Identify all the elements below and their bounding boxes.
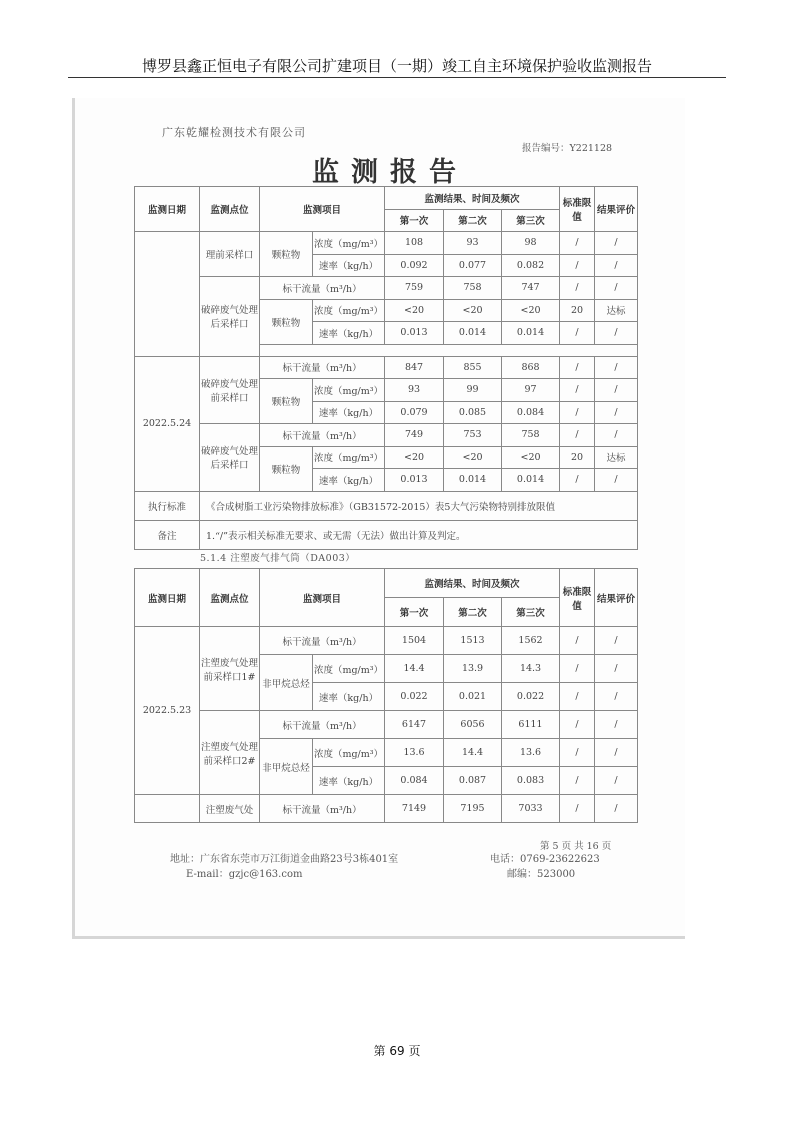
value-cell: 747 [502,277,560,300]
document-header-title: 博罗县鑫正恒电子有限公司扩建项目（一期）竣工自主环境保护验收监测报告 [141,57,652,75]
value-cell: 6147 [385,711,444,739]
limit-cell: / [560,655,595,683]
param-cell: 浓度（mg/m³） [313,446,385,469]
value-cell: 7033 [502,795,560,823]
limit-cell: / [560,277,595,300]
col-first: 第一次 [385,598,444,627]
company-name: 广东乾耀检测技术有限公司 [162,126,306,139]
value-cell: 0.022 [385,683,444,711]
eval-cell: / [595,322,638,345]
col-limit: 标准限值 [560,187,595,232]
eval-cell: / [595,277,638,300]
table-row [135,424,638,447]
param-cell: 标干流量（m³/h） [260,711,385,739]
value-cell: 14.4 [444,739,502,767]
value-cell: 13.6 [502,739,560,767]
value-cell: <20 [385,446,444,469]
value-cell: 1513 [444,627,502,655]
value-cell: 0.079 [385,401,444,424]
company-address: 地址：广东省东莞市万江街道金曲路23号3栋401室 [170,854,399,865]
value-cell: <20 [385,299,444,322]
standard-text: 《合成树脂工业污染物排放标准》（GB31572-2015）表5大气污染物特别排放限值 [200,491,638,520]
value-cell: 13.6 [385,739,444,767]
col-third: 第三次 [502,209,560,232]
value-cell: 759 [385,277,444,300]
eval-cell: / [595,683,638,711]
eval-cell: / [595,232,638,255]
param-cell: 标干流量（m³/h） [260,356,385,379]
limit-cell: / [560,232,595,255]
param-cell: 速率（kg/h） [313,322,385,345]
value-cell: 6111 [502,711,560,739]
col-limit: 标准限值 [560,569,595,627]
col-item: 监测项目 [260,187,385,232]
report-number: 报告编号：Y221128 [522,143,613,154]
value-cell: 0.014 [502,322,560,345]
date-cell: 2022.5.23 [135,627,200,795]
table-row [135,232,638,255]
limit-cell: / [560,767,595,795]
value-cell: 98 [502,232,560,255]
eval-cell: / [595,356,638,379]
limit-cell: / [560,627,595,655]
point-cell: 破碎废气处理后采样口 [200,277,260,357]
value-cell: 0.084 [502,401,560,424]
value-cell: 847 [385,356,444,379]
point-cell: 理前采样口 [200,232,260,277]
col-results: 监测结果、时间及频次 [385,187,560,210]
col-item: 监测项目 [260,569,385,627]
value-cell: 1562 [502,627,560,655]
value-cell: 6056 [444,711,502,739]
company-postcode: 邮编：523000 [507,869,576,880]
param-cell: 标干流量（m³/h） [260,424,385,447]
eval-cell: / [595,401,638,424]
value-cell: 0.014 [444,322,502,345]
value-cell: 753 [444,424,502,447]
eval-cell: / [595,254,638,277]
col-eval: 结果评价 [595,187,638,232]
value-cell: 868 [502,356,560,379]
param-cell: 浓度（mg/m³） [313,379,385,402]
param-cell: 速率（kg/h） [313,254,385,277]
param-cell: 标干流量（m³/h） [260,277,385,300]
param-cell: 浓度（mg/m³） [313,299,385,322]
value-cell: 758 [444,277,502,300]
eval-cell: / [595,655,638,683]
note-row [135,520,638,549]
value-cell: 0.082 [502,254,560,277]
point-cell: 破碎废气处理前采样口 [200,356,260,424]
col-point: 监测点位 [200,187,260,232]
value-cell: <20 [444,299,502,322]
param-cell: 速率（kg/h） [313,469,385,492]
date-cell: 2022.5.24 [135,356,200,491]
value-cell: 99 [444,379,502,402]
value-cell: 93 [444,232,502,255]
standard-label: 执行标准 [135,491,200,520]
limit-cell: 20 [560,446,595,469]
company-phone: 电话：0769-23622623 [490,854,600,865]
value-cell: <20 [444,446,502,469]
value-cell: 0.013 [385,469,444,492]
param-cell: 浓度（mg/m³） [313,739,385,767]
col-date: 监测日期 [135,187,200,232]
param-cell: 速率（kg/h） [313,767,385,795]
eval-cell: 达标 [595,446,638,469]
standard-row [135,491,638,520]
value-cell: 0.021 [444,683,502,711]
param-cell: 浓度（mg/m³） [313,655,385,683]
report-title: 监测报告 [312,157,468,188]
limit-cell: / [560,322,595,345]
value-cell: 0.083 [502,767,560,795]
point-cell: 注塑废气处 [200,795,260,823]
value-cell: 0.084 [385,767,444,795]
date-cell [135,232,200,357]
value-cell: <20 [502,446,560,469]
col-point: 监测点位 [200,569,260,627]
param-cell: 浓度（mg/m³） [313,232,385,255]
limit-cell: / [560,469,595,492]
pollutant-cell: 颗粒物 [260,379,313,424]
point-cell: 注塑废气处理前采样口1# [200,627,260,711]
value-cell: 97 [502,379,560,402]
col-first: 第一次 [385,209,444,232]
pollutant-cell: 非甲烷总烃 [260,739,313,795]
limit-cell: / [560,356,595,379]
col-eval: 结果评价 [595,569,638,627]
eval-cell: / [595,627,638,655]
value-cell: 0.092 [385,254,444,277]
eval-cell: / [595,424,638,447]
value-cell: 0.085 [444,401,502,424]
pollutant-cell: 颗粒物 [260,299,313,344]
monitoring-table-1 [134,186,638,550]
value-cell: 0.013 [385,322,444,345]
eval-cell: / [595,379,638,402]
document-page-number: 第 69 页 [373,1044,421,1058]
value-cell: 0.014 [444,469,502,492]
value-cell: 7149 [385,795,444,823]
limit-cell: / [560,683,595,711]
limit-cell: / [560,379,595,402]
scan-page-count: 第 5 页 共 16 页 [540,841,612,852]
note-label: 备注 [135,520,200,549]
table-row [135,277,638,300]
point-cell: 注塑废气处理前采样口2# [200,711,260,795]
limit-cell: / [560,401,595,424]
eval-cell: / [595,739,638,767]
table-row [135,795,638,823]
limit-cell: / [560,254,595,277]
note-text: 1.“/”表示相关标准无要求、或无需（无法）做出计算及判定。 [200,520,638,549]
value-cell: 93 [385,379,444,402]
monitoring-table-2 [134,568,638,823]
param-cell: 速率（kg/h） [313,401,385,424]
param-cell: 速率（kg/h） [313,683,385,711]
eval-cell: / [595,795,638,823]
col-results: 监测结果、时间及频次 [385,569,560,598]
pollutant-cell: 非甲烷总烃 [260,655,313,711]
table-row [135,627,638,655]
col-date: 监测日期 [135,569,200,627]
value-cell: 7195 [444,795,502,823]
value-cell: 0.087 [444,767,502,795]
company-email: E-mail：gzjc@163.com [186,869,303,880]
eval-cell: / [595,469,638,492]
eval-cell: / [595,711,638,739]
pollutant-cell: 颗粒物 [260,446,313,491]
value-cell: 108 [385,232,444,255]
param-cell: 标干流量（m³/h） [260,795,385,823]
value-cell: 855 [444,356,502,379]
table-row [135,356,638,379]
point-cell: 破碎废气处理后采样口 [200,424,260,492]
value-cell: 14.4 [385,655,444,683]
value-cell: 749 [385,424,444,447]
value-cell: 14.3 [502,655,560,683]
limit-cell: / [560,711,595,739]
param-cell: 标干流量（m³/h） [260,627,385,655]
limit-cell: 20 [560,299,595,322]
value-cell: 13.9 [444,655,502,683]
col-second: 第二次 [444,209,502,232]
date-cell [135,795,200,823]
eval-cell: / [595,767,638,795]
value-cell: 0.077 [444,254,502,277]
section-subcaption: 5.1.4 注塑废气排气筒（DA003） [200,553,356,564]
value-cell: 1504 [385,627,444,655]
header-rule [68,77,726,78]
eval-cell: 达标 [595,299,638,322]
value-cell: 758 [502,424,560,447]
pollutant-cell: 颗粒物 [260,232,313,277]
limit-cell: / [560,424,595,447]
col-third: 第三次 [502,598,560,627]
table-row [135,711,638,739]
value-cell: 0.022 [502,683,560,711]
col-second: 第二次 [444,598,502,627]
value-cell: <20 [502,299,560,322]
limit-cell: / [560,795,595,823]
value-cell: 0.014 [502,469,560,492]
limit-cell: / [560,739,595,767]
